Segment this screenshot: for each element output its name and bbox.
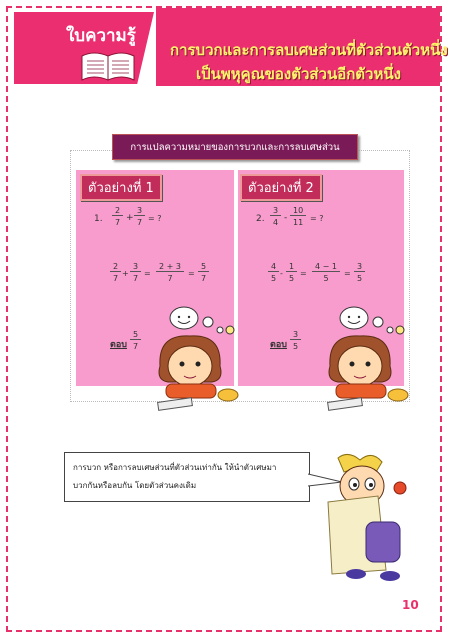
example-1-fraction-a: $\frac{2}{7}$ xyxy=(112,206,123,227)
example-1-label: ตัวอย่างที่ 1 xyxy=(80,174,162,201)
example-1-step-mid: $\frac{2 + 3}{7}$ xyxy=(156,262,184,283)
example-1-fraction-b: $\frac{3}{7}$ xyxy=(134,206,145,227)
example-1-step-eq1: = xyxy=(144,269,151,278)
example-2-step-mid: $\frac{4 - 1}{5}$ xyxy=(312,262,340,283)
thinking-girl-illustration-1 xyxy=(148,300,248,418)
section-banner: การแปลความหมายของการบวกและการลบเศษส่วน xyxy=(112,134,358,160)
rule-callout xyxy=(64,452,310,502)
rule-line-2: บวกกันหรือลบกัน โดยตัวส่วนคงเดิม xyxy=(73,481,197,490)
example-1-number: 1. xyxy=(94,214,103,224)
example-1-step-eq2: = xyxy=(188,269,195,278)
open-book-icon xyxy=(80,50,136,82)
example-2-fraction-b: $\frac{10}{11}$ xyxy=(290,206,306,227)
header-label: ใบความรู้ xyxy=(66,26,136,46)
example-1-step-op: + xyxy=(122,269,129,278)
example-2-step-b: $\frac{1}{5}$ xyxy=(286,262,297,283)
example-1-step-a: $\frac{2}{7}$ xyxy=(110,262,121,283)
example-1-step-result: $\frac{5}{7}$ xyxy=(198,262,209,283)
example-1-answer: $\frac{5}{7}$ xyxy=(130,330,141,351)
page-number: 10 xyxy=(402,598,419,612)
example-2-step-eq1: = xyxy=(300,269,307,278)
example-2-step-op: - xyxy=(280,269,283,278)
example-2-step-eq2: = xyxy=(344,269,351,278)
thinking-girl-illustration-2 xyxy=(318,300,418,418)
page-title-line2: เป็นพหุคูณของตัวส่วนอีกตัวหนึ่ง xyxy=(196,65,401,83)
boy-with-paper-illustration xyxy=(320,452,424,582)
example-2-operator: - xyxy=(284,213,288,223)
example-2-step-result: $\frac{3}{5}$ xyxy=(354,262,365,283)
example-2-answer: $\frac{3}{5}$ xyxy=(290,330,301,351)
example-2-number: 2. xyxy=(256,214,265,224)
rule-line-1: การบวก หรือการลบเศษส่วนที่ตัวส่วนเท่ากัน ให้นำตัวเศษมา xyxy=(73,463,277,472)
example-2-fraction-a: $\frac{3}{4}$ xyxy=(270,206,281,227)
example-2-label: ตัวอย่างที่ 2 xyxy=(240,174,322,201)
example-2-answer-label: ตอบ xyxy=(270,340,287,350)
example-1-step-b: $\frac{3}{7}$ xyxy=(130,262,141,283)
example-2-step-a: $\frac{4}{5}$ xyxy=(268,262,279,283)
example-1-answer-label: ตอบ xyxy=(110,340,127,350)
example-1-equals: = ? xyxy=(148,214,162,223)
example-2-equals: = ? xyxy=(310,214,324,223)
page-title-line1: การบวกและการลบเศษส่วนที่ตัวส่วนตัวหนึ่ง xyxy=(170,41,448,59)
example-1-operator: + xyxy=(126,213,134,223)
